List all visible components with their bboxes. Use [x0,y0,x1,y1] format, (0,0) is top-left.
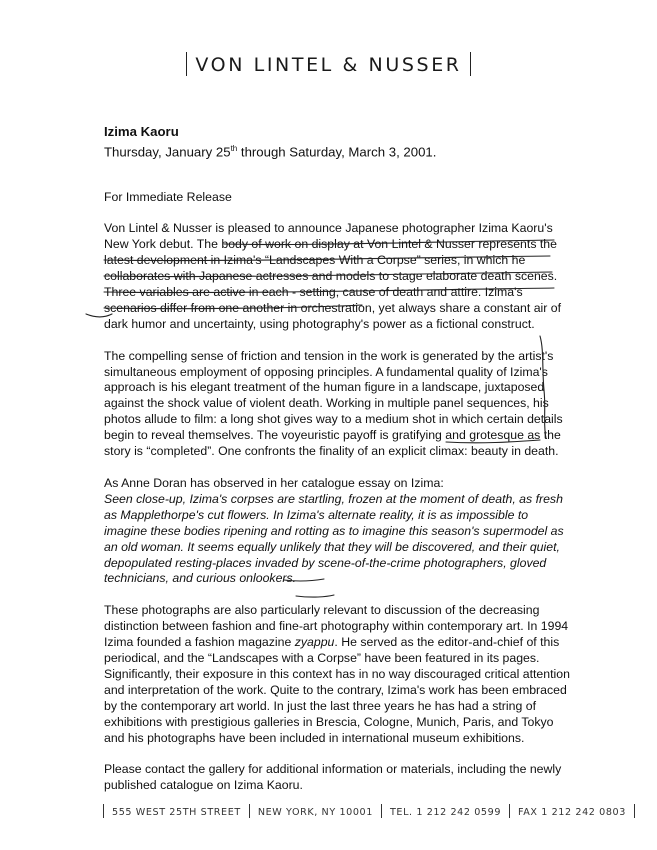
quote-intro: As Anne Doran has observed in her catalogue essay on Izima: [104,475,444,490]
footer-sep-3 [381,804,382,818]
paragraph-friction: The compelling sense of friction and tension in the work is generated by the artist's simultaneous employment of opposing principles. A fundamental quality of Izima's approach is his elegant treatment of the human figure in a landscape, juxtaposed against the shock value of violent death. Working in multiple panel sequences, his photos allude to film: a long shot gives way to a medium shot in which certain details begin to reveal themselves. The voyeuristic payoff is gratifying and grotesque as the story is “completed”. One confronts the finality of an explicit climax: beauty in death. [104,348,563,459]
footer-sep-5 [634,804,635,818]
footer-sep-1 [103,804,104,818]
gallery-name: VON LINTEL & NUSSER [195,54,462,76]
footer-sep-2 [249,804,250,818]
dates-end: through Saturday, March 3, 2001. [237,144,437,160]
artist-name: Izima Kaoru [104,124,179,139]
footer-tel: TEL. 1 212 242 0599 [389,807,502,818]
paragraph-fashion-end: . He served as the editor-and-chief of this periodical, and the “Landscapes with a Corpse” have been featured in its pages. Significantly, their exposure in this context has in no way discouraged critical attention and interpretation of the work. Quite to the contrary, Izima's work has been embraced by the contemporary art world. In just the last three years he has had a string of exhibitions with prestigious galleries in Brescia, Cologne, Munich, Paris, and Tokyo and his photographs have been included in international museum exhibitions. [104,635,570,745]
footer-city: NEW YORK, NY 10001 [257,807,373,818]
letterhead-bar-left [186,52,187,76]
paragraph-announcement: Von Lintel & Nusser is pleased to announce Japanese photographer Izima Kaoru's New York debut. The body of work on display at Von Lintel & Nusser represents the latest development in Izima's “Landscapes With a Corpse” series, in which he collaborates with Japanese actresses and models to stage elaborate death scenes. Three variables are active in each - setting, cause of death and attire. Izima's scenarios differ from one another in orchestration, yet always share a constant air of dark humor and uncertainty, using photography's power as a fictional construct. [104,221,562,331]
footer-address: 555 WEST 25TH STREET [112,807,241,818]
magazine-title: zyappu [294,635,335,650]
footer-contact [95,804,626,818]
paragraph-fashion-start: These photographs are also particularly relevant to discussion of the decreasing distinction between fashion and fine-art photography within contemporary art. In 1994 Izima founded a fashion magazine [104,603,569,650]
letterhead [0,52,657,76]
footer-sep-4 [509,804,510,818]
dates-start: Thursday, January 25 [104,144,231,160]
footer-fax: FAX 1 212 242 0803 [518,807,626,818]
release-body [104,124,574,794]
paragraph-fashion [104,603,574,746]
exhibition-dates [104,140,574,160]
release-label: For Immediate Release [104,190,232,205]
letterhead-bar-right [470,52,471,76]
essay-quote: Seen close-up, Izima's corpses are startling, frozen at the moment of death, as fresh as Mapplethorpe's cut flowers. In Izima's alternate reality, it is as impossible to imagine these bodies ripening and rotting as to imagine this season's supermodel as an old woman. It seems equally unlikely that they will be discovered, and their quiet, depopulated resting-places invaded by scene-of-the-crime photographers, gloved technicians, and curious onlookers. [104,491,564,586]
dates-ordinal: th [230,144,238,153]
paragraph-closing: Please contact the gallery for additional information or materials, including the newly published catalogue on Izima Kaoru. [104,762,562,793]
